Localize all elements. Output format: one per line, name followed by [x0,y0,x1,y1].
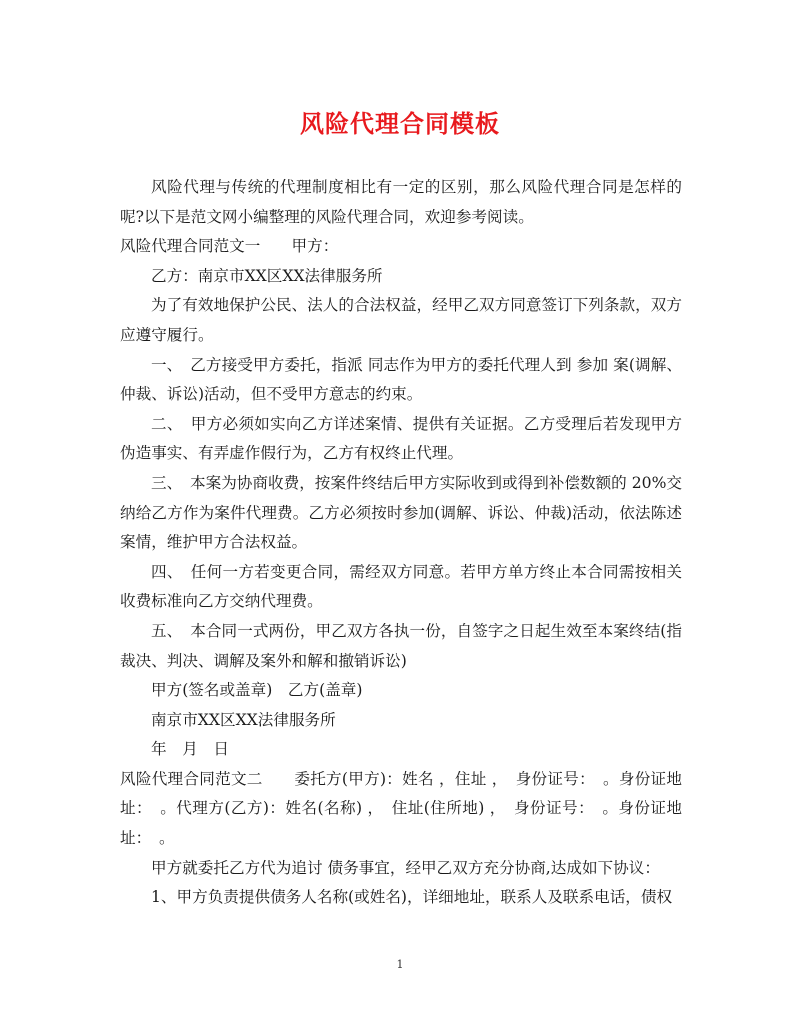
document-body [120,173,682,913]
paragraph: 一、 乙方接受甲方委托，指派 同志作为甲方的委托代理人到 参加 案(调解、仲裁、诉讼)活动，但不受甲方意志的约束。 [120,355,682,404]
paragraph: 甲方(签名或盖章) 乙方(盖章) [151,681,363,700]
paragraph: 四、 任何一方若变更合同，需经双方同意。若甲方单方终止本合同需按相关收费标准向乙方交纳代理费。 [120,562,682,611]
page-number: 1 [396,958,404,971]
paragraph: 甲方就委托乙方代为追讨 债务事宜，经甲乙双方充分协商,达成如下协议： [151,858,660,877]
paragraph: 三、 本案为协商收费，按案件终结后甲方实际收到或得到补偿数额的 20%交纳给乙方作为案件代理费。乙方必须按时参加(调解、诉讼、仲裁)活动，依法陈述案情，维护甲方合法权益。 [120,473,682,552]
paragraph: 二、 甲方必须如实向乙方详述案情、提供有关证据。乙方受理后若发现甲方伪造事实、有弄虚作假行为，乙方有权终止代理。 [120,414,682,463]
paragraph: 为了有效地保护公民、法人的合法权益，经甲乙双方同意签订下列条款，双方应遵守履行。 [120,296,682,344]
paragraph: 南京市XX区XX法律服务所 [151,710,336,729]
paragraph: 乙方：南京市XX区XX法律服务所 [151,266,383,285]
paragraph: 风险代理合同范文二 委托方(甲方)：姓名 ，住址 ， 身份证号： 。身份证地址： 。代理方(乙方)：姓名(名称) ， 住址(住所地) ， 身份证号： 。身份证地址： 。 [120,769,682,848]
paragraph: 风险代理与传统的代理制度相比有一定的区别，那么风险代理合同是怎样的呢?以下是范文网小编整理的风险代理合同，欢迎参考阅读。 [120,178,682,226]
paragraph: 五、 本合同一式两份，甲乙双方各执一份，自签字之日起生效至本案终结(指裁决、判决、调解及案外和解和撤销诉讼) [120,621,682,670]
paragraph: 风险代理合同范文一 甲方： [120,237,339,256]
document-title: 风险代理合同模板 [300,109,500,138]
paragraph: 1、甲方负责提供债务人名称(或姓名)，详细地址，联系人及联系电话，债权 [151,888,673,907]
paragraph: 年 月 日 [151,740,229,759]
